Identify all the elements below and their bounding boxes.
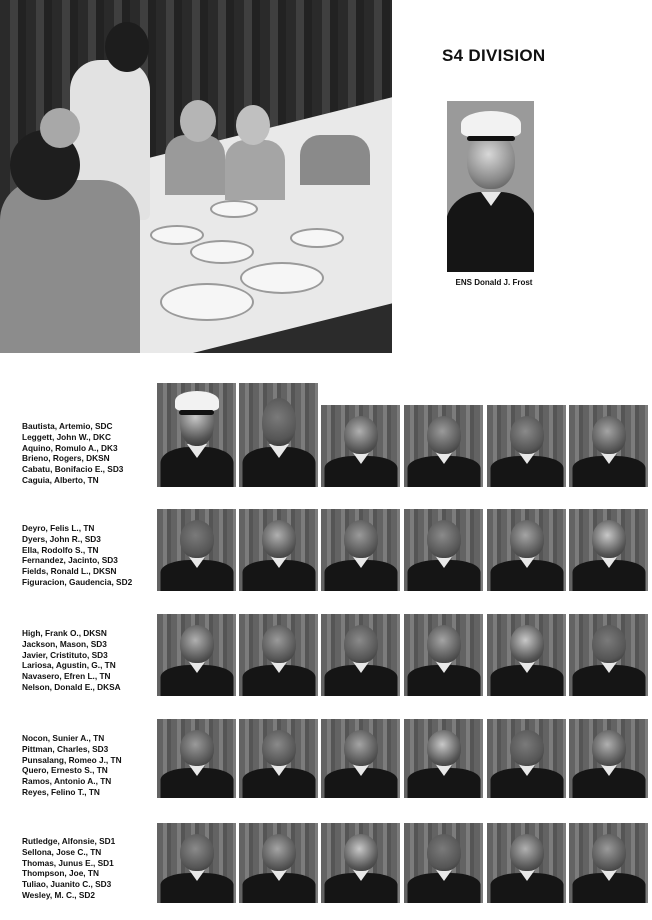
portrait-photo (569, 823, 648, 903)
name-entry: Tuliao, Juanito C., SD3 (22, 879, 112, 890)
portrait-photo (157, 614, 236, 696)
portrait-photo (157, 383, 236, 487)
mess-hall-photo (0, 0, 392, 353)
name-entry: Jackson, Mason, SD3 (22, 638, 107, 649)
portrait-photo (239, 509, 318, 591)
name-entry: Navasero, Efren L., TN (22, 671, 111, 682)
name-entry: Fields, Ronald L., DKSN (22, 566, 117, 577)
name-entry: Deyro, Felis L., TN (22, 523, 95, 533)
name-entry: Cabatu, Bonifacio E., SD3 (22, 464, 124, 475)
name-list-1 (22, 421, 162, 486)
name-entry: Reyes, Felino T., TN (22, 786, 100, 797)
name-entry: Nocon, Sunier A., TN (22, 733, 105, 743)
name-list-2 (22, 523, 162, 588)
name-list-3 (22, 628, 162, 693)
name-entry: Leggett, John W., DKC (22, 431, 111, 442)
name-entry: Fernandez, Jacinto, SD3 (22, 555, 118, 566)
name-entry: Thomas, Junus E., SD1 (22, 857, 114, 868)
portrait-photo (569, 509, 648, 591)
name-entry: Sellona, Jose C., TN (22, 846, 102, 857)
portrait-photo (157, 509, 236, 591)
name-entry: Lariosa, Agustin, G., TN (22, 660, 116, 671)
name-entry: Javier, Cristituto, SD3 (22, 649, 108, 660)
name-entry: Aquino, Romulo A., DK3 (22, 442, 118, 453)
name-entry: Caguia, Alberto, TN (22, 474, 99, 485)
portrait-photo (239, 823, 318, 903)
officer-portrait (447, 101, 534, 272)
name-entry: Nelson, Donald E., DKSA (22, 681, 121, 692)
name-list-5 (22, 836, 162, 901)
portrait-photo (569, 719, 648, 798)
portrait-photo (404, 719, 483, 798)
name-entry: Thompson, Joe, TN (22, 868, 99, 879)
officer-caption: ENS Donald J. Frost (455, 278, 533, 287)
portrait-photo (487, 719, 566, 798)
portrait-photo (239, 383, 318, 487)
name-list-4 (22, 733, 162, 798)
portrait-photo (404, 405, 483, 487)
portrait-photo (487, 509, 566, 591)
portrait-photo (321, 509, 400, 591)
portrait-photo (239, 614, 318, 696)
portrait-photo (321, 405, 400, 487)
name-entry: Pittman, Charles, SD3 (22, 743, 109, 754)
portrait-photo (404, 509, 483, 591)
portrait-photo (321, 614, 400, 696)
portrait-photo (487, 405, 566, 487)
name-entry: Brieno, Rogers, DKSN (22, 453, 110, 464)
name-entry: Dyers, John R., SD3 (22, 533, 101, 544)
portrait-photo (404, 823, 483, 903)
portrait-photo (157, 823, 236, 903)
name-entry: High, Frank O., DKSN (22, 628, 107, 638)
portrait-photo (404, 614, 483, 696)
name-entry: Bautista, Artemio, SDC (22, 421, 113, 431)
portrait-photo (569, 405, 648, 487)
portrait-photo (487, 614, 566, 696)
name-entry: Figuracion, Gaudencia, SD2 (22, 576, 133, 587)
name-entry: Ramos, Antonio A., TN (22, 776, 112, 787)
name-entry: Quero, Ernesto S., TN (22, 765, 108, 776)
name-entry: Wesley, M. C., SD2 (22, 889, 96, 900)
name-entry: Ella, Rodolfo S., TN (22, 544, 99, 555)
name-entry: Punsalang, Romeo J., TN (22, 754, 122, 765)
name-entry: Rutledge, Alfonsie, SD1 (22, 836, 116, 846)
page-title: S4 DIVISION (442, 46, 546, 65)
portrait-photo (321, 823, 400, 903)
portrait-photo (321, 719, 400, 798)
portrait-photo (239, 719, 318, 798)
portrait-photo (487, 823, 566, 903)
portrait-photo (157, 719, 236, 798)
portrait-photo (569, 614, 648, 696)
